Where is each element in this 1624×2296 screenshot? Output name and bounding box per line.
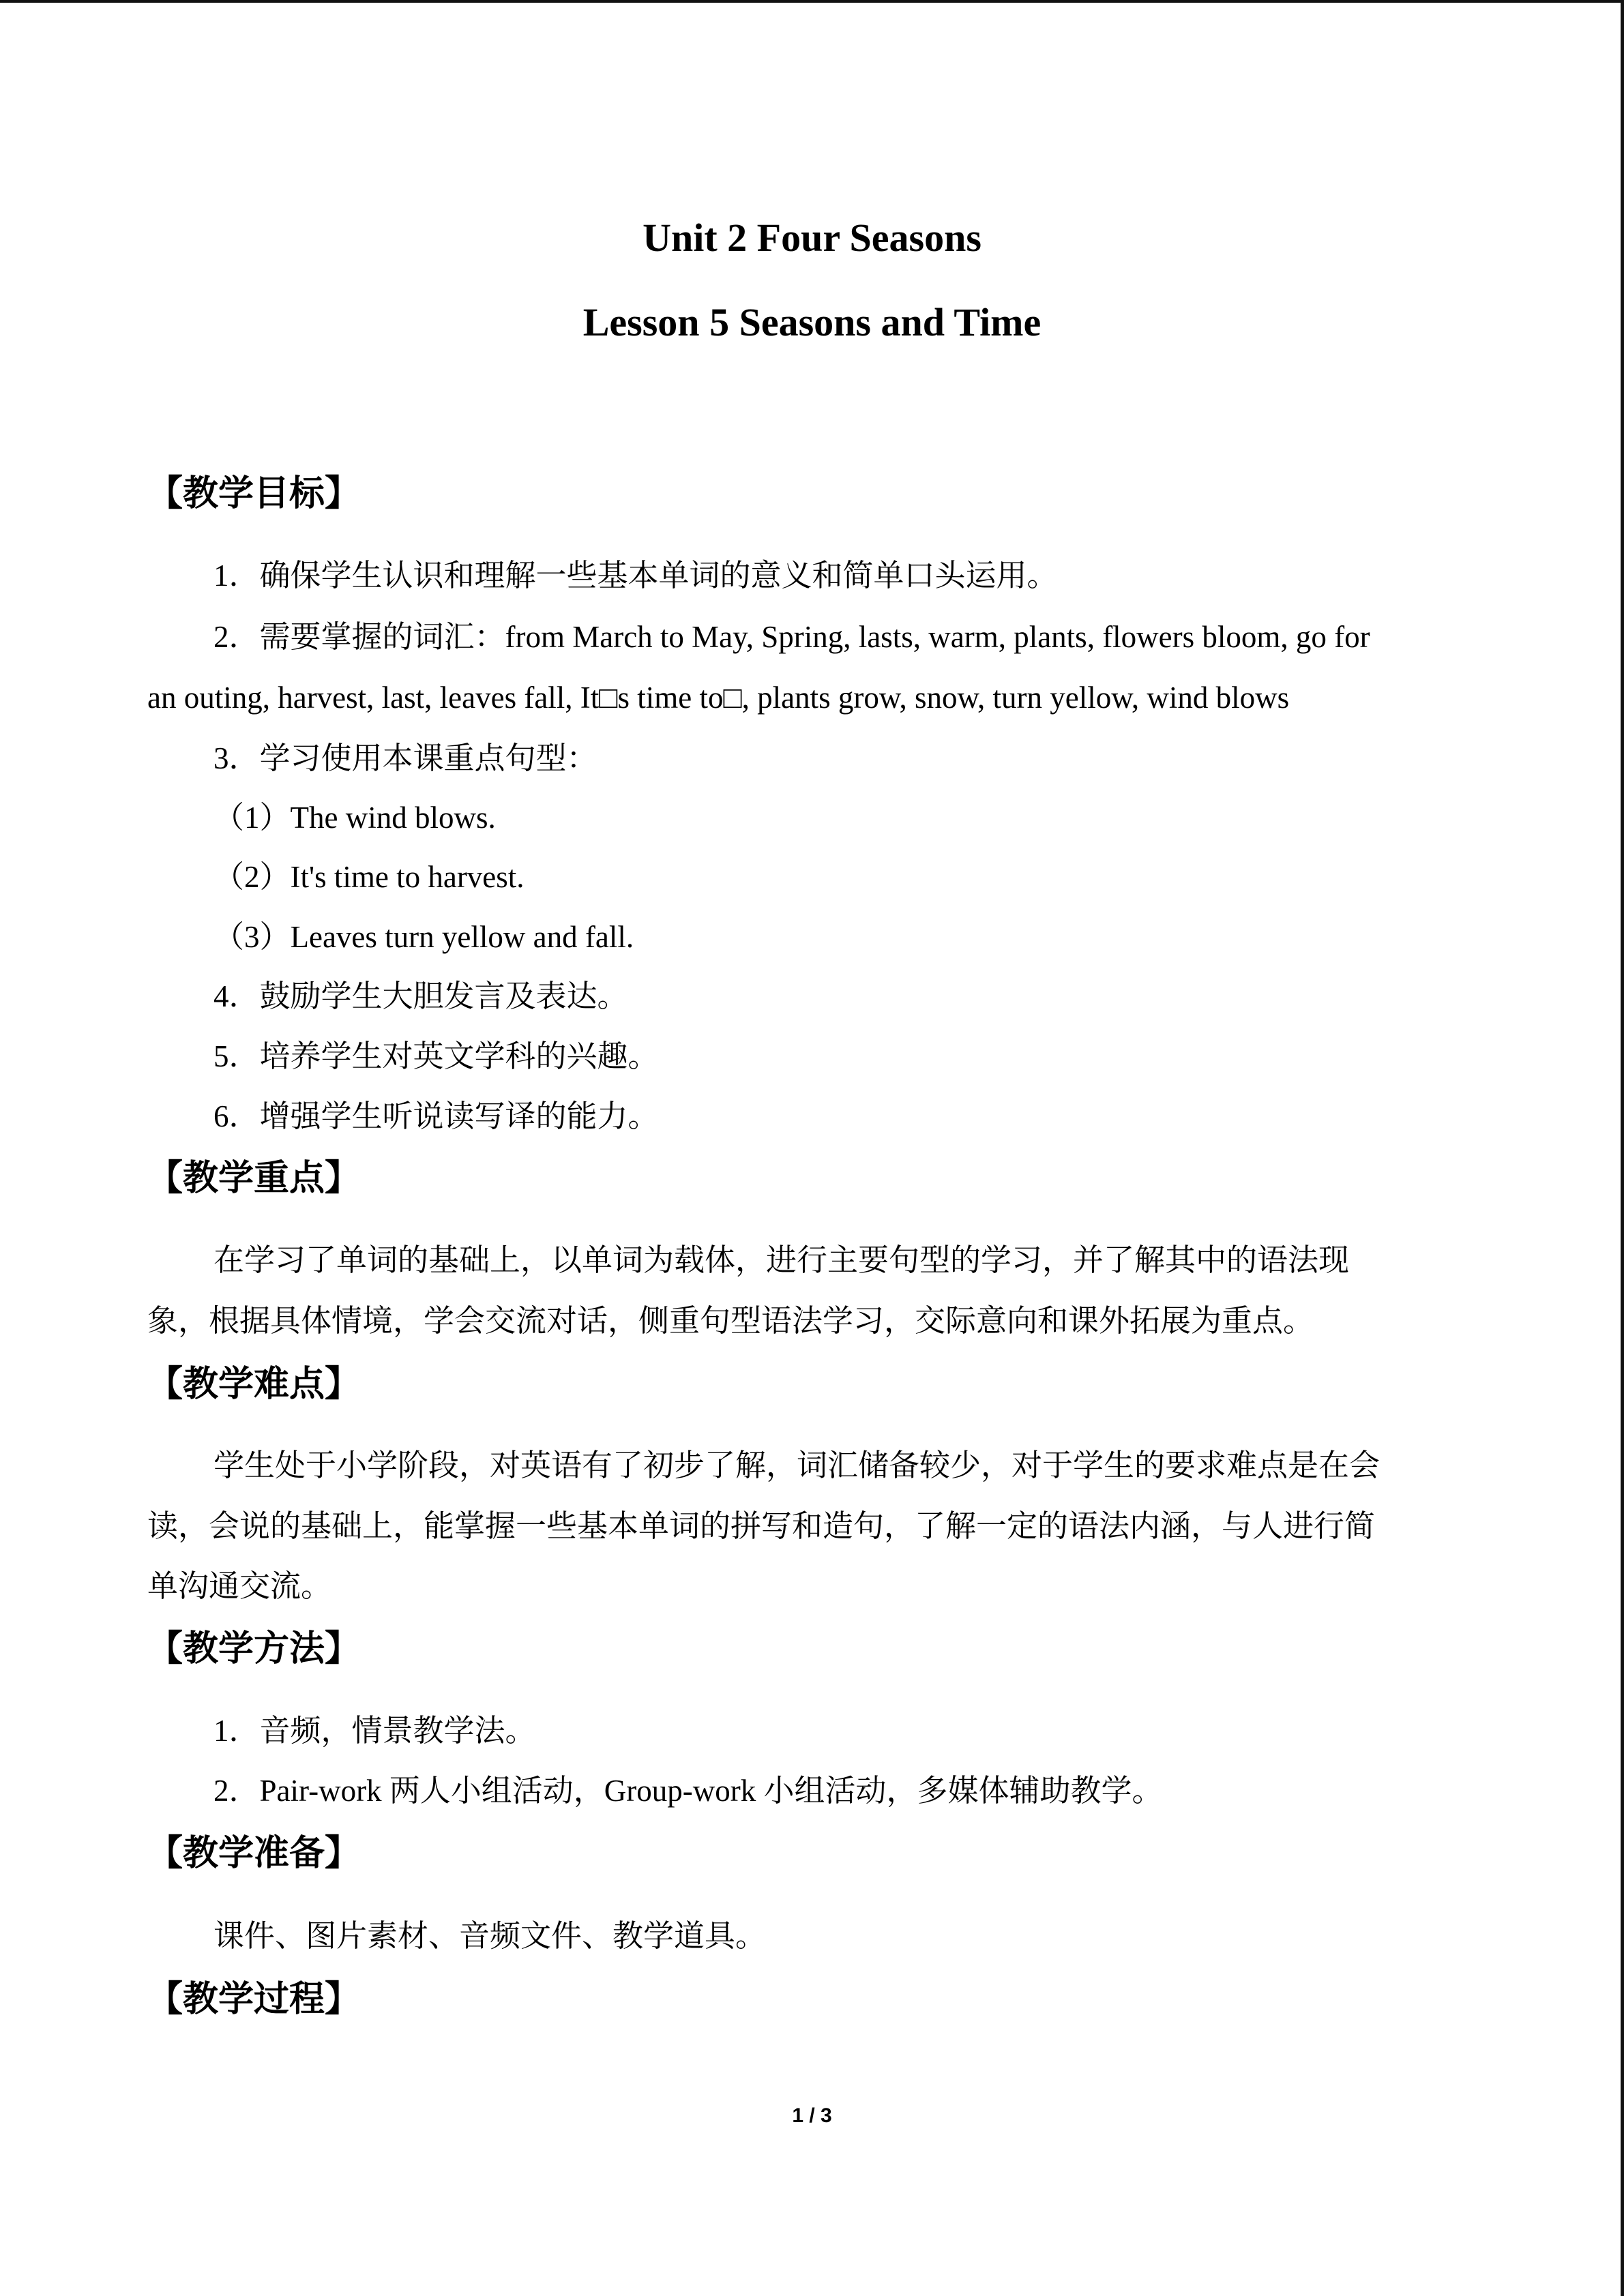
objective-item-1: 1．确保学生认识和理解一些基本单词的意义和简单口头运用。 xyxy=(213,558,1058,593)
method-item-2: 2．Pair-work 两人小组活动，Group-work 小组活动，多媒体辅助教学。 xyxy=(213,1774,1163,1808)
objective-item-6: 6．增强学生听说读写译的能力。 xyxy=(213,1099,659,1133)
sentence-pattern-3: （3）Leaves turn yellow and fall. xyxy=(213,920,634,954)
objective-item-2: 2．需要掌握的词汇：from March to May, Spring, lasts, warm, plants, flowers bloom, go for xyxy=(213,620,1370,654)
objective-item-3: 3．学习使用本课重点句型： xyxy=(213,741,597,775)
section-heading-methods: 【教学方法】 xyxy=(147,1628,361,1669)
difficulties-line-3: 单沟通交流。 xyxy=(147,1569,332,1603)
preparation-line-1: 课件、图片素材、音频文件、教学道具。 xyxy=(213,1919,767,1953)
difficulties-line-2: 读，会说的基础上，能掌握一些基本单词的拼写和造句，了解一定的语法内涵，与人进行简 xyxy=(147,1509,1376,1543)
section-heading-process: 【教学过程】 xyxy=(147,1979,361,2020)
section-heading-key-points: 【教学重点】 xyxy=(147,1158,361,1199)
section-heading-difficulties: 【教学难点】 xyxy=(147,1364,361,1405)
objective-item-5: 5．培养学生对英文学科的兴趣。 xyxy=(213,1039,659,1073)
objective-item-2-continued: an outing, harvest, last, leaves fall, It□s time to□, plants grow, snow, turn yellow, wind blows xyxy=(147,681,1290,715)
method-item-1: 1．音频，情景教学法。 xyxy=(213,1714,536,1748)
objective-item-4: 4．鼓励学生大胆发言及表达。 xyxy=(213,979,628,1013)
sentence-pattern-1: （1）The wind blows. xyxy=(213,801,496,835)
document-subtitle: Lesson 5 Seasons and Time xyxy=(582,300,1042,344)
key-points-line-2: 象，根据具体情境，学会交流对话，侧重句型语法学习，交际意向和课外拓展为重点。 xyxy=(147,1304,1314,1338)
page-number: 1 / 3 xyxy=(792,2104,832,2127)
section-heading-objectives: 【教学目标】 xyxy=(147,473,361,514)
document-title: Unit 2 Four Seasons xyxy=(643,215,981,260)
sentence-pattern-2: （2）It's time to harvest. xyxy=(213,860,525,894)
key-points-line-1: 在学习了单词的基础上，以单词为载体，进行主要句型的学习，并了解其中的语法现 xyxy=(213,1243,1350,1277)
difficulties-line-1: 学生处于小学阶段，对英语有了初步了解，词汇储备较少，对于学生的要求难点是在会 xyxy=(213,1448,1381,1482)
section-heading-preparation: 【教学准备】 xyxy=(147,1833,361,1874)
